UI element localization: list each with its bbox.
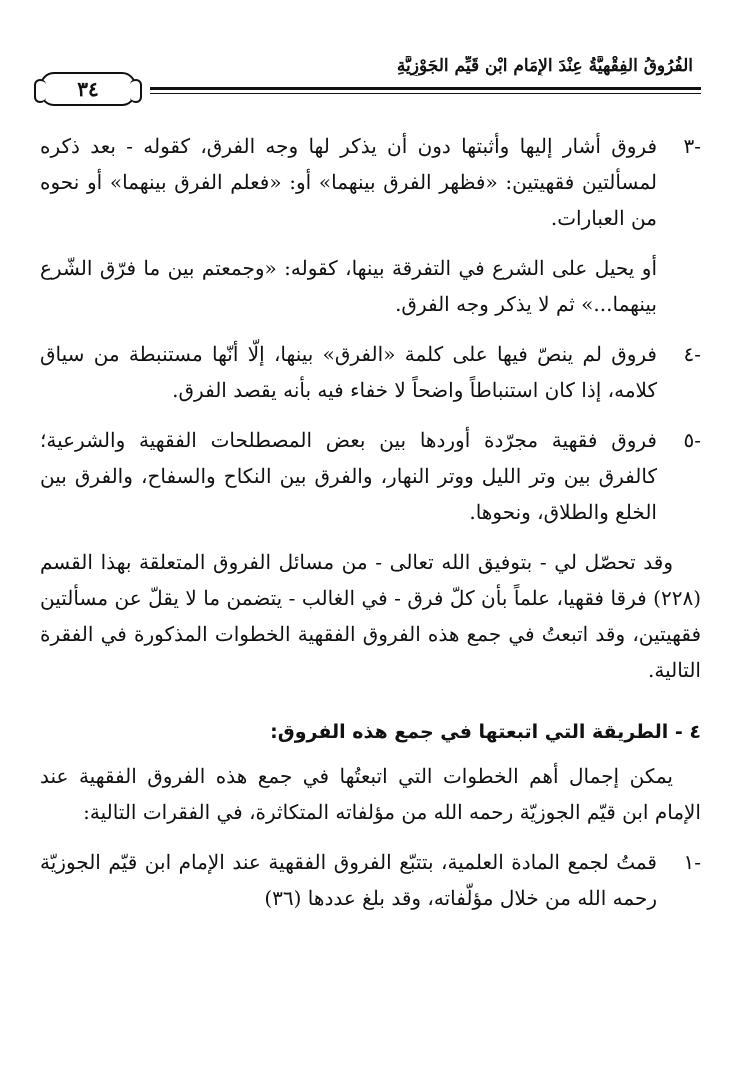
list-item-text: قمتُ لجمع المادة العلمية، بتتبّع الفروق الفقهية عند الإمام ابن قيّم الجوزيّة رحمه الله من خلال مؤلّفاته، وقد بلغ عددها (٣٦) xyxy=(40,850,657,910)
list-item-3-continuation: أو يحيل على الشرع في التفرقة بينها، كقوله: «وجمعتم بين ما فرّق الشّرع بينهما...» ثم لا يذكر وجه الفرق. xyxy=(40,256,657,316)
list-item-text: فروق أشار إليها وأثبتها دون أن يذكر لها وجه الفرق، كقوله - بعد ذكره لمسألتين فقهيتين: «فظهر الفرق بينهما» أو: «فعلم الفرق بينهما» أو نحوه من العبارات. xyxy=(40,134,657,230)
running-title: الفُرُوقُ الفِقْهِيَّةُ عِنْدَ الإِمَامِ ابْنِ قَيِّمِ الجَوْزِيَّةِ xyxy=(396,56,693,76)
section-intro-paragraph: يمكن إجمال أهم الخطوات التي اتبعتُها في جمع هذه الفروق الفقهية عند الإمام ابن قيّم الجوزيّة رحمه الله من مؤلفاته المتكاثرة، في الفقرات التالية: xyxy=(40,764,701,824)
list-item-number: -٥ xyxy=(683,428,701,452)
list-item-number: -١ xyxy=(683,850,701,874)
list-item-number: -٣ xyxy=(683,134,701,158)
section-heading: ٤ - الطريقة التي اتبعتها في جمع هذه الفروق: xyxy=(270,721,701,743)
list-item-4 xyxy=(40,336,701,408)
list-item-5 xyxy=(40,422,701,530)
header-rule-thick xyxy=(150,87,701,90)
header-rule-thin xyxy=(150,93,701,94)
page-number: ٣٤ xyxy=(40,72,136,106)
list-item-text: فروق لم ينصّ فيها على كلمة «الفرق» بينها، إلّا أنّها مستنبطة من سياق كلامه، إذا كان استنباطاً واضحاً لا خفاء فيه بأنه يقصد الفرق. xyxy=(40,342,657,402)
summary-paragraph: وقد تحصّل لي - بتوفيق الله تعالى - من مسائل الفروق المتعلقة بهذا القسم (٢٢٨) فرقا فقهيا، علماً بأن كلّ فرق - في الغالب - يتضمن ما لا يقلّ عن مسألتين فقهيتين، وقد اتبعتُ في جمع هذه الفروق الفقهية الخطوات المذكورة في الفقرة التالية. xyxy=(40,550,702,682)
page-body xyxy=(40,128,701,930)
list-item-number: -٤ xyxy=(683,342,701,366)
step-item-1 xyxy=(40,844,701,916)
list-item-text: فروق فقهية مجرّدة أوردها بين بعض المصطلحات الفقهية والشرعية؛ كالفرق بين وتر الليل ووتر النهار، والفرق بين النكاح والسفاح، والفرق بين الخلع والطلاق، ونحوها. xyxy=(40,428,657,524)
page-header xyxy=(40,50,701,112)
list-item-3 xyxy=(40,128,701,236)
